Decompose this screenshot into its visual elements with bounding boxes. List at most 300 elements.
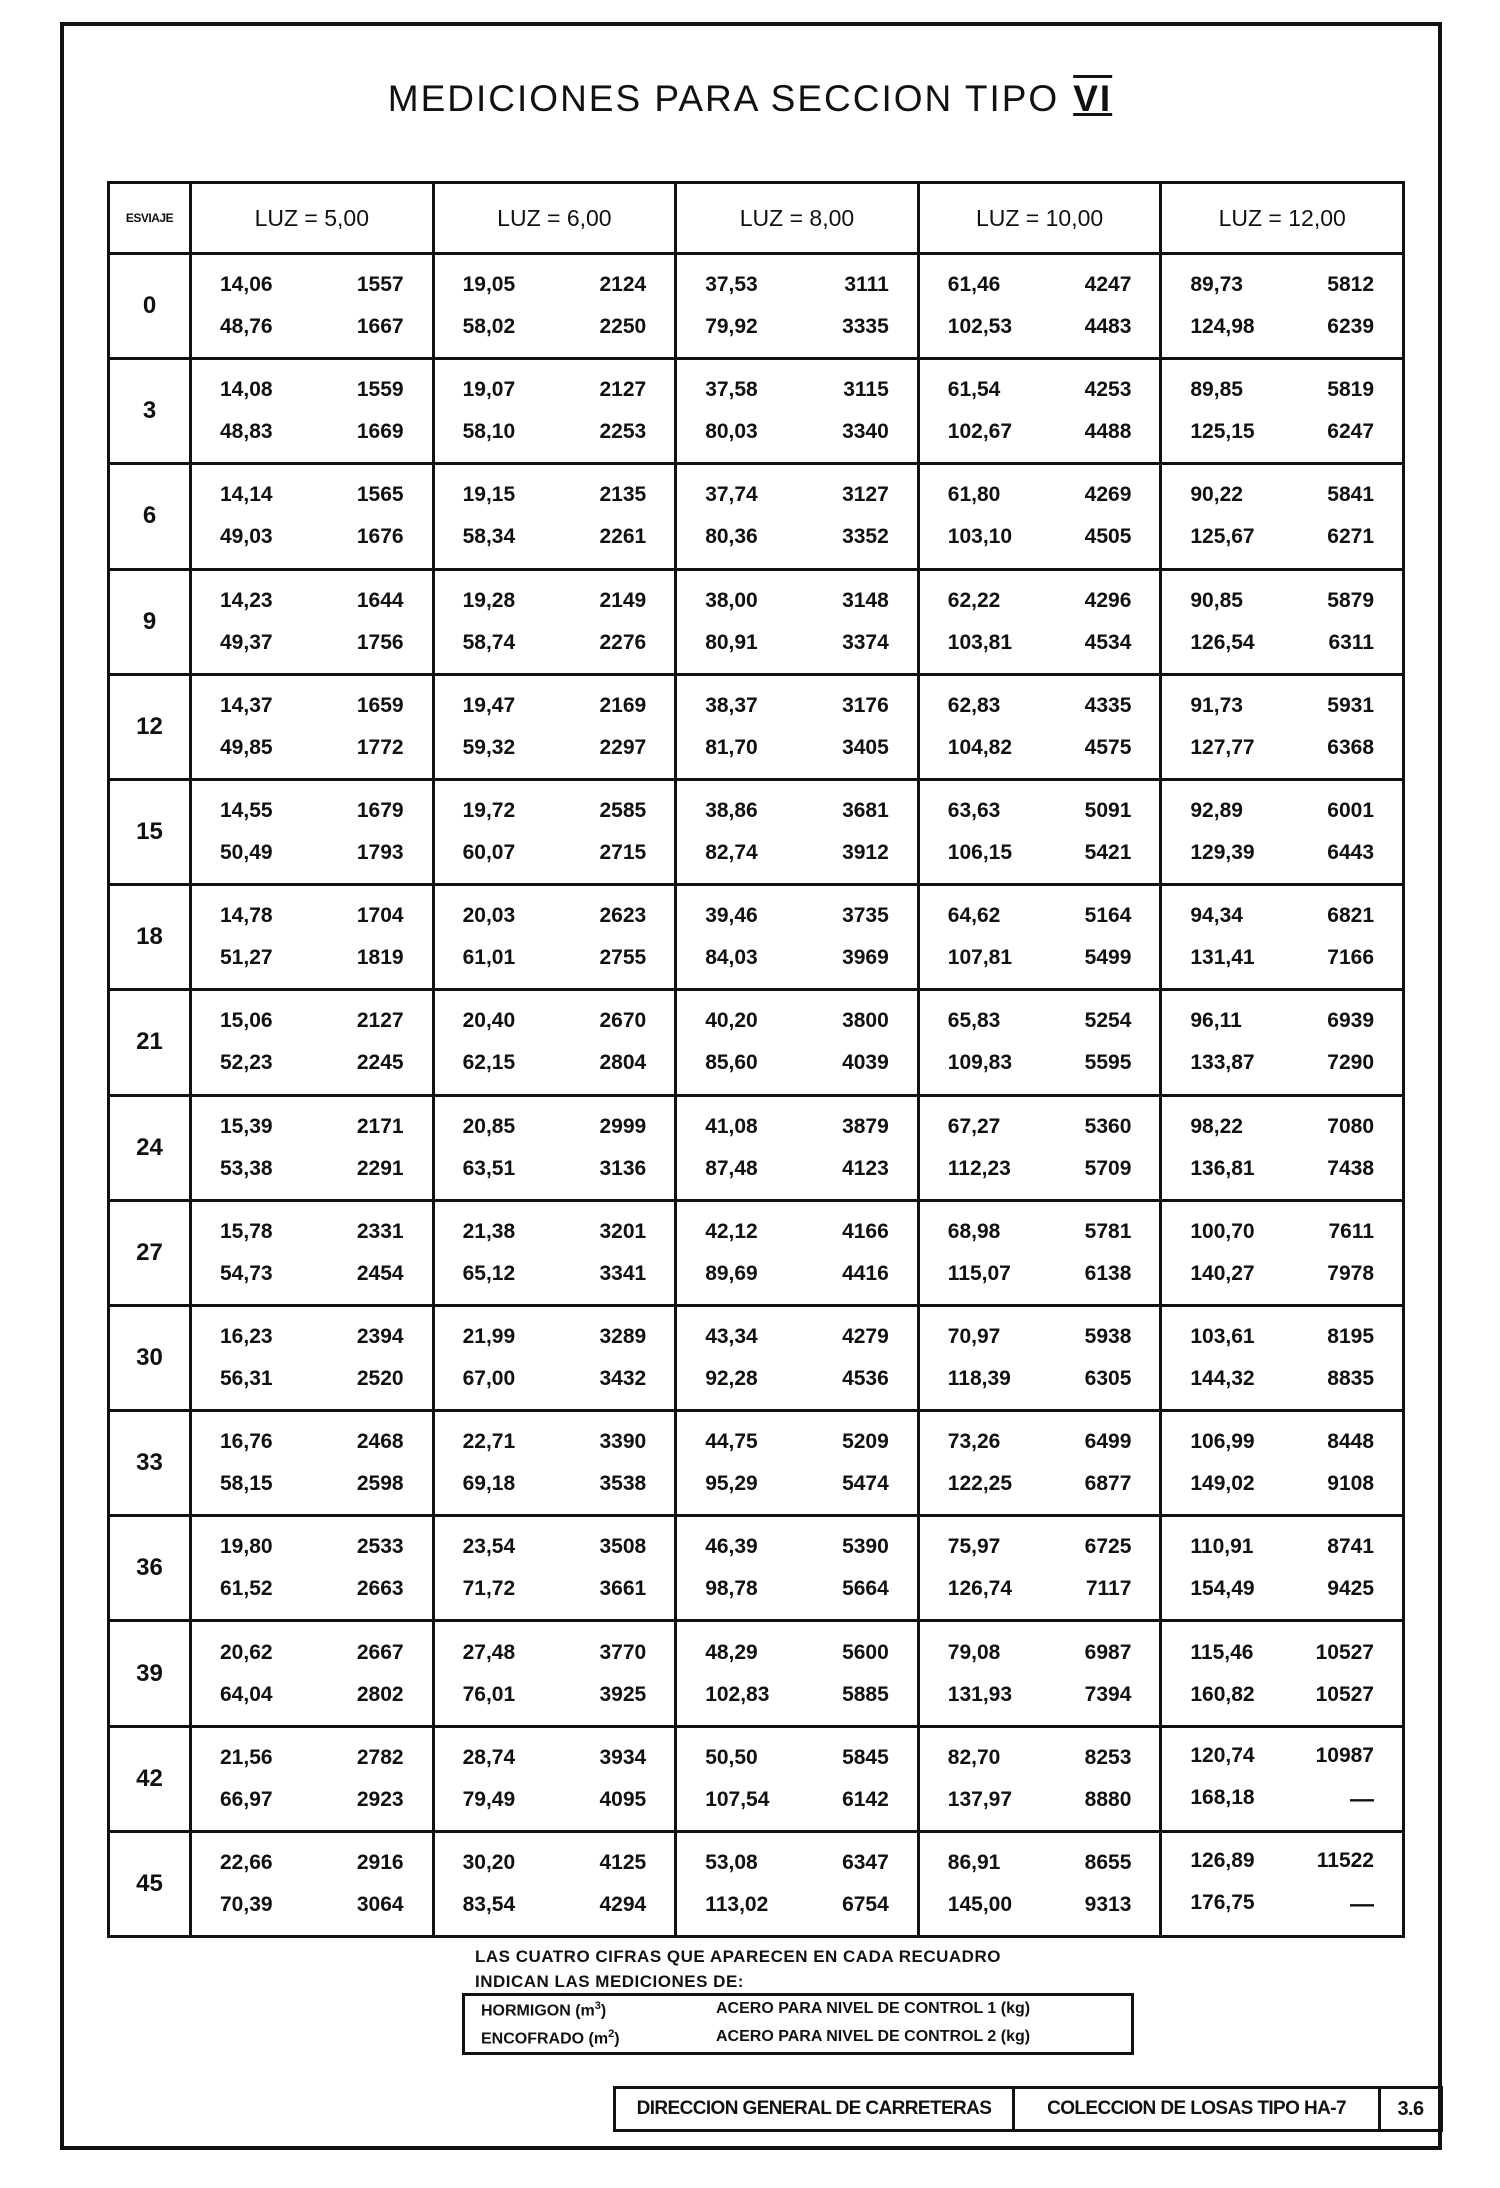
cell-value: 96,11 [1190,1009,1242,1033]
note-line-1: LAS CUATRO CIFRAS QUE APARECEN EN CADA RECUADRO [475,1947,1001,1966]
esviaje-value: 18 [109,885,191,990]
measurement-cell [191,885,434,990]
cell-value: 14,06 [220,273,273,297]
cell-value: 6499 [1084,1430,1132,1454]
cell-value: 82,70 [947,1745,1001,1769]
cell-value: 90,85 [1190,588,1243,612]
cell-value: 2533 [356,1535,404,1559]
cell-value: 103,10 [947,525,1013,549]
cell-value: 54,73 [220,1261,273,1285]
measurement-cell [918,1305,1161,1410]
measurement-cell [676,1411,919,1516]
cell-value: 6877 [1084,1472,1132,1496]
cell-value: 90,22 [1190,483,1243,507]
cell-value: 2667 [356,1640,404,1664]
measurement-cell [1161,1305,1404,1410]
measurement-cell [191,990,434,1095]
cell-value: 2598 [356,1472,404,1496]
column-header: LUZ = 8,00 [676,183,919,254]
measurement-cell [433,1095,676,1200]
cell-value: 21,38 [462,1219,516,1243]
cell-value: 1704 [356,904,404,928]
cell-value: 7438 [1327,1156,1374,1180]
cell-value: 2261 [599,525,647,549]
measurement-cell [918,1621,1161,1726]
cell-value: 5164 [1084,904,1132,928]
cell-value: 1559 [356,378,404,402]
measurement-cell [433,674,676,779]
column-header: LUZ = 5,00 [191,183,434,254]
cell-value: 1676 [356,525,404,549]
cell-value: 160,82 [1190,1682,1255,1706]
cell-value: 56,31 [220,1366,273,1390]
table-row [109,990,1404,1095]
cell-value: 94,34 [1190,904,1243,928]
cell-value: 2250 [599,315,647,339]
cell-value: 6239 [1327,315,1374,339]
cell-value: 2923 [356,1787,404,1811]
cell-value: 75,97 [947,1535,1001,1559]
cell-value: 61,46 [947,273,1001,297]
cell-value: 100,70 [1190,1219,1255,1243]
measurement-cell [1161,254,1404,359]
esviaje-header: ESVIAJE [109,183,191,254]
legend-hormigon: HORMIGON $(m^3)$ [481,1999,607,2019]
cell-value: 144,32 [1190,1366,1255,1390]
cell-value: 15,06 [220,1009,273,1033]
cell-value: 102,67 [947,420,1013,444]
measurement-cell [1161,1095,1404,1200]
cell-value: 62,83 [947,693,1001,717]
table-row [109,1831,1404,1936]
cell-value: 20,85 [462,1114,516,1138]
legend-encofrado: ENCOFRADO $(m^2)$ [481,2028,620,2048]
measurement-cell [918,885,1161,990]
cell-value: 8741 [1327,1535,1374,1559]
cell-value: 149,02 [1190,1472,1255,1496]
measurement-cell [191,674,434,779]
cell-value: 89,85 [1190,378,1243,402]
cell-value: 79,49 [462,1787,516,1811]
cell-value: — [1350,1785,1374,1813]
cell-value: 8655 [1084,1850,1132,1874]
cell-value: 2802 [356,1682,404,1706]
cell-value: 2127 [356,1009,404,1033]
cell-value: 3925 [599,1682,647,1706]
cell-value: 5209 [842,1430,889,1454]
cell-value: 127,77 [1190,735,1255,759]
measurement-cell [433,254,676,359]
cell-value: 49,37 [220,630,273,654]
measurement-cell [918,1516,1161,1621]
measurement-cell [433,1305,676,1410]
cell-value: 61,54 [947,378,1001,402]
cell-value: 38,37 [705,693,758,717]
cell-value: 4166 [842,1219,889,1243]
cell-value: 6138 [1084,1261,1132,1285]
cell-value: 81,70 [705,735,758,759]
cell-value: 6305 [1084,1366,1132,1390]
measurement-cell [676,1621,919,1726]
measurement-cell [676,1095,919,1200]
cell-value: 58,34 [462,525,516,549]
measurement-cell [676,1516,919,1621]
cell-value: 2520 [356,1366,404,1390]
cell-value: 5091 [1084,799,1132,823]
measurement-cell [1161,885,1404,990]
title-text: MEDICIONES PARA SECCION TIPO [387,78,1060,119]
cell-value: 7394 [1084,1682,1132,1706]
cell-value: 19,47 [462,693,516,717]
cell-value: 3770 [599,1640,647,1664]
cell-value: 15,78 [220,1219,273,1243]
cell-value: 4253 [1084,378,1132,402]
cell-value: 10987 [1315,1743,1374,1767]
cell-value: 20,03 [462,904,516,928]
table-row [109,1621,1404,1726]
esviaje-value: 24 [109,1095,191,1200]
cell-value: 2663 [356,1577,404,1601]
cell-value: 125,67 [1190,525,1255,549]
measurement-cell [1161,674,1404,779]
measurement-cell [918,1831,1161,1936]
cell-value: 4296 [1084,588,1132,612]
cell-value: 3136 [599,1156,647,1180]
measurement-cell [1161,1726,1404,1831]
cell-value: 79,92 [705,315,758,339]
cell-value: 14,14 [220,483,273,507]
esviaje-value: 36 [109,1516,191,1621]
cell-value: 28,74 [462,1745,516,1769]
cell-value: 2755 [599,946,647,970]
cell-value: 4294 [599,1892,647,1916]
cell-value: 137,97 [947,1787,1013,1811]
cell-value: — [1350,1890,1374,1918]
cell-value: 2171 [356,1114,404,1138]
cell-value: 4575 [1084,735,1132,759]
cell-value: 3912 [842,841,889,865]
cell-value: 14,78 [220,904,273,928]
cell-value: 38,00 [705,588,758,612]
cell-value: 63,63 [947,799,1001,823]
legend-acero-1: ACERO PARA NIVEL DE CONTROL 1 (kg) [716,1999,1031,2017]
cell-value: 131,41 [1190,946,1255,970]
table-row [109,1411,1404,1516]
cell-value: 27,48 [462,1640,516,1664]
cell-value: 168,18 [1190,1785,1255,1809]
cell-value: 20,62 [220,1640,273,1664]
cell-value: 2135 [599,483,647,507]
cell-value: 4505 [1084,525,1132,549]
cell-value: 4247 [1084,273,1132,297]
cell-value: 113,02 [705,1892,769,1916]
cell-value: 1679 [356,799,404,823]
cell-value: 7080 [1327,1114,1374,1138]
cell-value: 40,20 [705,1009,758,1033]
cell-value: 16,76 [220,1430,273,1454]
cell-value: 87,48 [705,1156,758,1180]
cell-value: 3800 [842,1009,889,1033]
cell-value: 102,83 [705,1682,770,1706]
cell-value: 2715 [599,841,647,865]
cell-value: 154,49 [1190,1577,1255,1601]
measurement-cell [191,1095,434,1200]
measurement-cell [918,779,1161,884]
esviaje-value: 0 [109,254,191,359]
cell-value: 5254 [1084,1009,1132,1033]
cell-value: 8253 [1084,1745,1132,1769]
table-row [109,1726,1404,1831]
measurement-cell [676,674,919,779]
cell-value: 61,80 [947,483,1001,507]
cell-value: 37,53 [705,273,758,297]
cell-value: 5931 [1327,693,1374,717]
table-row [109,1200,1404,1305]
measurement-cell [191,1305,434,1410]
cell-value: 80,03 [705,420,758,444]
measurement-cell [191,254,434,359]
measurement-cell [1161,1516,1404,1621]
cell-value: 59,32 [462,735,516,759]
cell-value: 76,01 [462,1682,516,1706]
measurement-cell [676,1831,919,1936]
measurement-cell [191,569,434,674]
measurement-cell [676,569,919,674]
cell-value: 3201 [599,1219,647,1243]
cell-value: 8835 [1327,1366,1374,1390]
cell-value: 103,81 [947,630,1013,654]
measurement-cell [433,1726,676,1831]
table-row [109,1095,1404,1200]
esviaje-value: 27 [109,1200,191,1305]
legend-acero-2: ACERO PARA NIVEL DE CONTROL 2 (kg) [716,2028,1031,2045]
cell-value: 67,00 [462,1366,516,1390]
cell-value: 4279 [842,1324,889,1348]
cell-value: 2585 [599,799,647,823]
cell-value: 67,27 [947,1114,1001,1138]
cell-value: 125,15 [1190,420,1255,444]
cell-value: 145,00 [947,1892,1013,1916]
cell-value: 5819 [1327,378,1374,402]
cell-value: 43,34 [705,1324,758,1348]
measurement-cell [676,1305,919,1410]
measurement-cell [191,1200,434,1305]
cell-value: 104,82 [947,735,1013,759]
cell-value: 3340 [842,420,889,444]
cell-value: 66,97 [220,1787,273,1811]
cell-value: 3115 [843,378,889,402]
cell-value: 73,26 [947,1430,1001,1454]
cell-value: 61,52 [220,1577,273,1601]
cell-value: 3148 [842,588,889,612]
cell-value: 118,39 [947,1366,1011,1390]
cell-value: 126,74 [947,1577,1013,1601]
cell-value: 63,51 [462,1156,516,1180]
cell-value: 16,23 [220,1324,273,1348]
cell-value: 126,89 [1190,1848,1255,1872]
cell-value: 42,12 [705,1219,758,1243]
esviaje-value: 12 [109,674,191,779]
measurement-cell [433,990,676,1095]
measurement-cell [676,254,919,359]
footer-collection: COLECCION DE LOSAS TIPO HA-7 [1012,2089,1378,2129]
measurement-cell [433,1831,676,1936]
cell-value: 3341 [599,1261,647,1285]
cell-value: 115,46 [1190,1640,1254,1664]
cell-value: 2297 [599,735,647,759]
cell-value: 3335 [842,315,889,339]
measurement-cell [676,1200,919,1305]
cell-value: 5474 [842,1472,889,1496]
cell-value: 2253 [599,420,647,444]
cell-value: 6368 [1327,735,1374,759]
cell-value: 115,07 [947,1261,1011,1285]
cell-value: 176,75 [1190,1890,1255,1914]
cell-value: 11522 [1316,1848,1374,1872]
cell-value: 61,01 [462,946,516,970]
cell-value: 62,22 [947,588,1001,612]
cell-value: 1819 [356,946,404,970]
page-title [0,78,1500,120]
cell-value: 1644 [356,588,404,612]
measurement-cell [191,1621,434,1726]
cell-value: 3176 [842,693,889,717]
measurement-cell [918,674,1161,779]
measurement-cell [676,1726,919,1831]
cell-value: 37,58 [705,378,758,402]
measurement-cell [1161,1621,1404,1726]
esviaje-value: 33 [109,1411,191,1516]
measurement-cell [918,254,1161,359]
esviaje-value: 21 [109,990,191,1095]
cell-value: 2169 [599,693,647,717]
measurement-cell [676,359,919,464]
cell-value: 49,03 [220,525,273,549]
table-row [109,1516,1404,1621]
measurement-cell [918,1200,1161,1305]
cell-value: 4123 [842,1156,889,1180]
cell-value: 9313 [1084,1892,1132,1916]
cell-value: 6142 [842,1787,889,1811]
cell-value: 5879 [1327,588,1374,612]
cell-value: 5600 [842,1640,889,1664]
cell-value: 8195 [1327,1324,1374,1348]
cell-value: 1659 [356,693,404,717]
cell-value: 7117 [1085,1577,1132,1601]
measurement-cell [676,885,919,990]
measurement-cell [918,464,1161,569]
cell-value: 2782 [356,1745,404,1769]
cell-value: 48,83 [220,420,273,444]
cell-value: 50,49 [220,841,273,865]
cell-value: 44,75 [705,1430,758,1454]
esviaje-value: 3 [109,359,191,464]
cell-value: 91,73 [1190,693,1243,717]
measurement-cell [1161,990,1404,1095]
cell-value: 5360 [1084,1114,1132,1138]
measurement-cell [433,569,676,674]
title-roman: VI [1073,78,1113,119]
measurement-cell [191,1411,434,1516]
cell-value: 82,74 [705,841,758,865]
measurement-cell [918,1411,1161,1516]
cell-value: 80,36 [705,525,758,549]
cell-value: 41,08 [705,1114,758,1138]
cell-value: 19,05 [462,273,516,297]
measurement-cell [918,1095,1161,1200]
cell-value: 60,07 [462,841,516,865]
cell-value: 1667 [356,315,404,339]
cell-value: 69,18 [462,1472,516,1496]
cell-value: 5885 [842,1682,889,1706]
cell-value: 110,91 [1190,1535,1254,1559]
cell-value: 51,27 [220,946,273,970]
cell-value: 64,04 [220,1682,273,1706]
cell-value: 21,99 [462,1324,516,1348]
cell-value: 3969 [842,946,889,970]
esviaje-value: 9 [109,569,191,674]
cell-value: 3352 [842,525,889,549]
cell-value: 6443 [1327,841,1374,865]
cell-value: 7290 [1327,1051,1374,1075]
cell-value: 3374 [842,630,889,654]
cell-value: 6939 [1327,1009,1374,1033]
cell-value: 80,91 [705,630,758,654]
cell-value: 6311 [1328,630,1374,654]
cell-value: 102,53 [947,315,1013,339]
cell-value: 22,66 [220,1850,273,1874]
table-row [109,359,1404,464]
cell-value: 79,08 [947,1640,1001,1664]
cell-value: 4416 [842,1261,889,1285]
cell-value: 3538 [599,1472,647,1496]
table-row [109,1305,1404,1410]
cell-value: 2124 [599,273,647,297]
cell-value: 7978 [1327,1261,1374,1285]
cell-value: 3735 [842,904,889,928]
measurement-cell [433,1516,676,1621]
cell-value: 136,81 [1190,1156,1255,1180]
cell-value: 4269 [1084,483,1132,507]
column-header: LUZ = 12,00 [1161,183,1404,254]
cell-value: 14,08 [220,378,273,402]
cell-value: 3934 [599,1745,647,1769]
cell-value: 2127 [599,378,647,402]
note [475,1944,1001,1994]
cell-value: 98,22 [1190,1114,1243,1138]
cell-value: 3289 [599,1324,647,1348]
cell-value: 2149 [599,588,647,612]
cell-value: 1756 [356,630,404,654]
cell-value: 5499 [1084,946,1132,970]
cell-value: 1793 [356,841,404,865]
table-row [109,885,1404,990]
measurement-cell [433,779,676,884]
cell-value: 6725 [1084,1535,1132,1559]
measurement-cell [433,885,676,990]
header-row [109,183,1404,254]
cell-value: 4488 [1084,420,1132,444]
cell-value: 38,86 [705,799,758,823]
cell-value: 85,60 [705,1051,758,1075]
column-header: LUZ = 6,00 [433,183,676,254]
cell-value: 5812 [1327,273,1374,297]
cell-value: 2291 [356,1156,404,1180]
cell-value: 6247 [1327,420,1374,444]
table-row [109,674,1404,779]
cell-value: 14,37 [220,693,273,717]
cell-value: 3508 [599,1535,647,1559]
